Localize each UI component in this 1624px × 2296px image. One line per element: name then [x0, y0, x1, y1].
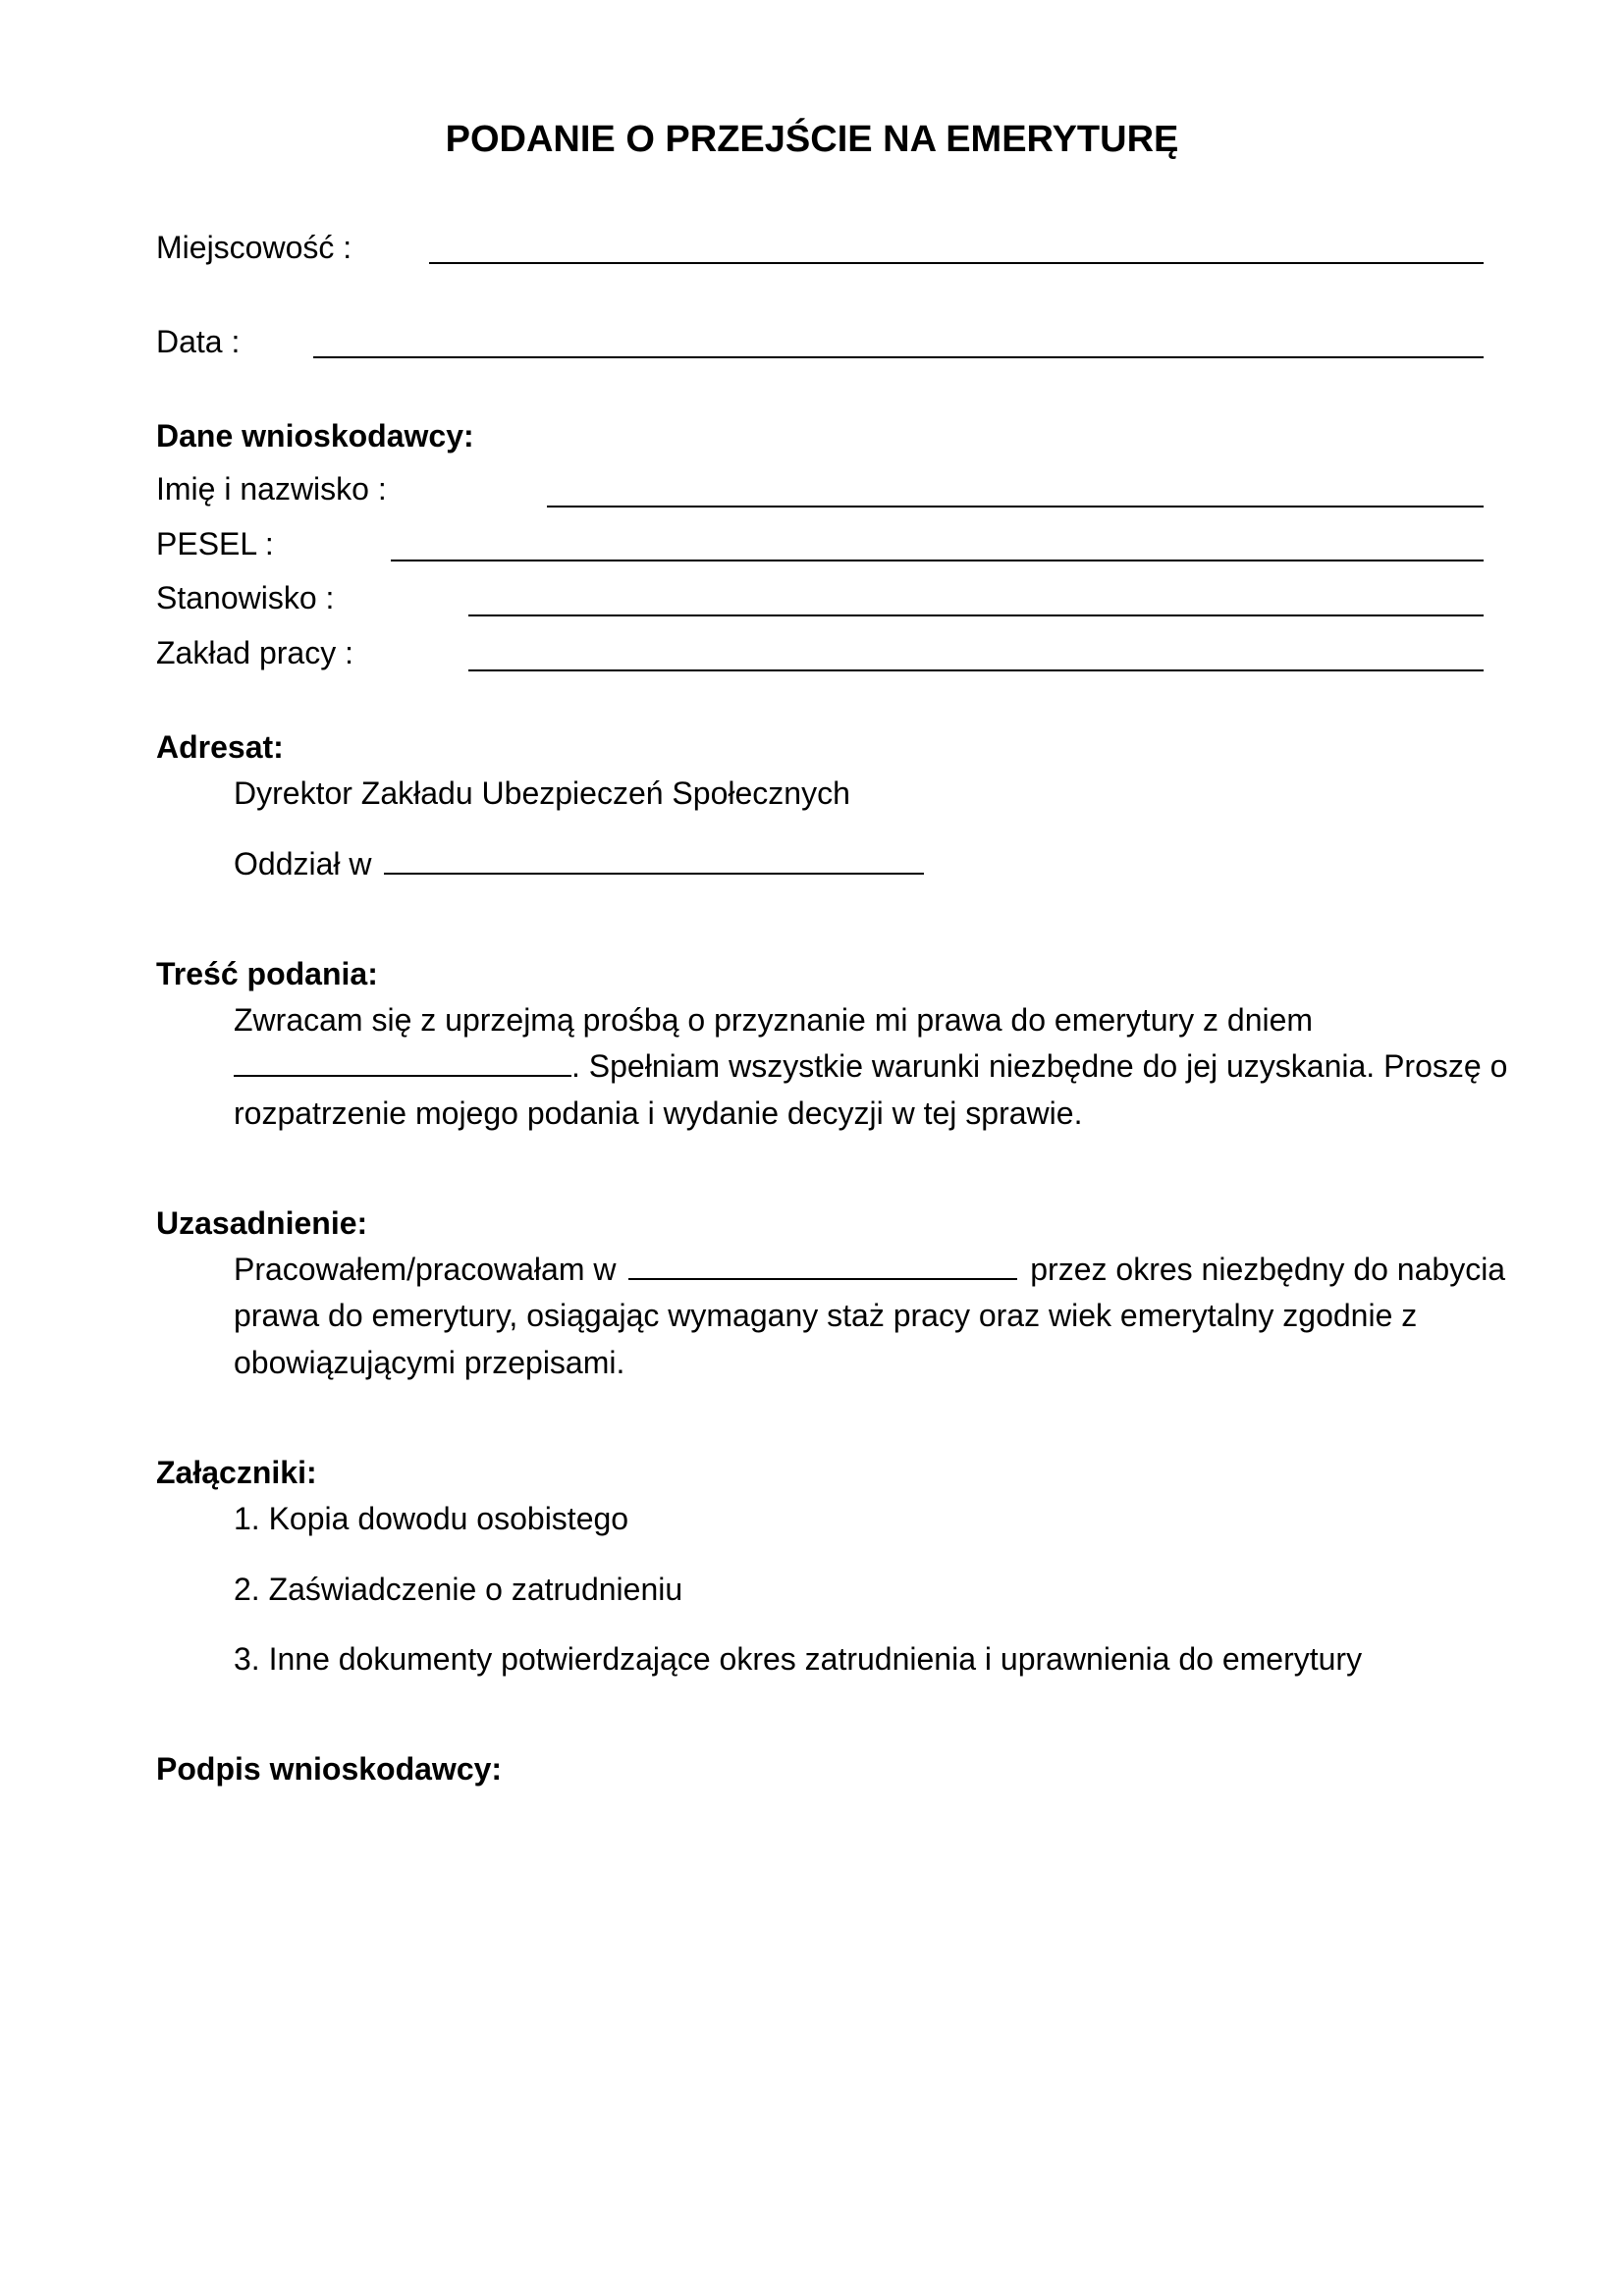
justification-line-1a: Pracowałem/pracowałam w	[234, 1252, 617, 1287]
attachment-item-1: 1. Kopia dowodu osobistego	[234, 1501, 629, 1536]
retirement-date-field[interactable]	[234, 1047, 571, 1077]
attachment-item-2: 2. Zaświadczenie o zatrudnieniu	[234, 1572, 683, 1607]
place-field[interactable]	[429, 262, 1484, 264]
pesel-field[interactable]	[391, 560, 1484, 561]
name-field[interactable]	[547, 506, 1484, 507]
signature-heading: Podpis wnioskodawcy:	[156, 1751, 503, 1787]
justification-heading: Uzasadnienie:	[156, 1205, 368, 1241]
justification-line-1b: przez okres niezbędny do nabycia	[1030, 1252, 1506, 1287]
date-field[interactable]	[313, 356, 1484, 358]
content-heading: Treść podania:	[156, 956, 378, 991]
attachment-item-3: 3. Inne dokumenty potwierdzające okres zatrudnienia i uprawnienia do emerytury	[234, 1641, 1363, 1677]
document-title: PODANIE O PRZEJŚCIE NA EMERYTURĘ	[445, 119, 1179, 160]
attachments-heading: Załączniki:	[156, 1455, 317, 1490]
employer-field[interactable]	[628, 1251, 1017, 1280]
date-label: Data :	[156, 324, 241, 359]
content-line-3: rozpatrzenie mojego podania i wydanie decyzji w tej sprawie.	[234, 1095, 1083, 1131]
addressee-heading: Adresat:	[156, 729, 284, 765]
addressee-line: Dyrektor Zakładu Ubezpieczeń Społecznych	[234, 775, 850, 811]
justification-line-1	[234, 1250, 1505, 1289]
branch-field[interactable]	[384, 845, 924, 875]
position-field[interactable]	[468, 614, 1484, 616]
name-label: Imię i nazwisko :	[156, 471, 387, 507]
justification-line-2: prawa do emerytury, osiągając wymagany staż pracy oraz wiek emerytalny zgodnie z	[234, 1298, 1418, 1333]
content-line-2	[234, 1046, 1507, 1086]
branch-line	[234, 844, 924, 883]
content-line-1: Zwracam się z uprzejmą prośbą o przyznanie mi prawa do emerytury z dniem	[234, 1002, 1314, 1038]
applicant-heading: Dane wnioskodawcy:	[156, 418, 474, 454]
pesel-label: PESEL :	[156, 526, 274, 561]
place-label: Miejscowość :	[156, 230, 352, 265]
workplace-label: Zakład pracy :	[156, 635, 353, 670]
branch-prefix: Oddział w	[234, 846, 372, 881]
workplace-field[interactable]	[468, 669, 1484, 671]
content-line-2-text: . Spełniam wszystkie warunki niezbędne do jej uzyskania. Proszę o	[571, 1048, 1508, 1084]
position-label: Stanowisko :	[156, 580, 335, 615]
justification-line-3: obowiązującymi przepisami.	[234, 1345, 625, 1380]
